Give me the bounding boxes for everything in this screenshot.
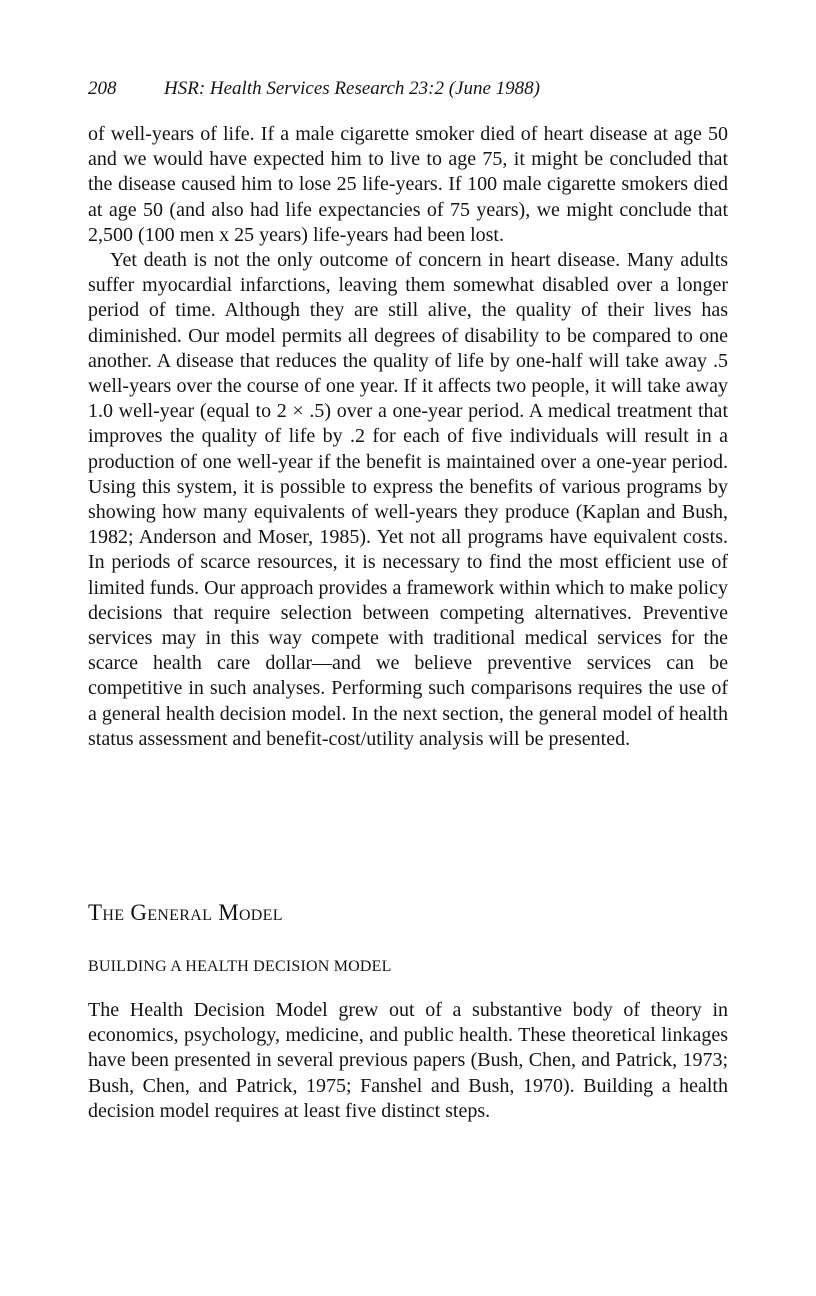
section-heading: The General Model: [88, 900, 283, 925]
running-title: HSR: Health Services Research 23:2 (June 1988): [164, 78, 541, 99]
subsection-heading: BUILDING A HEALTH DECISION MODEL: [88, 958, 392, 975]
body-text-block: [88, 122, 728, 752]
paragraph-death-outcome: Yet death is not the only outcome of concern in heart disease. Many adults suffer myocardial infarctions, leaving them somewhat disabled over a longer period of time. Although they are still alive, the quality of their lives has diminished. Our model permits all degrees of disability to be compared to one another. A disease that reduces the quality of life by one-half will take away .5 well-years over the course of one year. If it affects two people, it will take away 1.0 well-year (equal to 2 × .5) over a one-year period. A medical treatment that improves the quality of life by .2 for each of five individuals will result in a production of one well-year if the benefit is maintained over a one-year period. Using this system, it is possible to express the benefits of various programs by showing how many equivalents of well-years they produce (Kaplan and Bush, 1982; Anderson and Moser, 1985). Yet not all programs have equivalent costs. In periods of scarce resources, it is necessary to find the most efficient use of limited funds. Our approach provides a framework within which to make policy decisions that require selection between competing alternatives. Preventive services may in this way compete with traditional medical services for the scarce health care dollar—and we believe preventive services can be competitive in such analyses. Performing such comparisons requires the use of a general health decision model. In the next section, the general model of health status assessment and benefit-cost/utility analysis will be presented.: [88, 249, 728, 750]
paragraph-health-decision-model: The Health Decision Model grew out of a substantive body of theory in economics, psychology, medicine, and public health. These theoretical linkages have been presented in several previous papers (Bush, Chen, and Patrick, 1973; Bush, Chen, and Patrick, 1975; Fanshel and Bush, 1970). Building a health decision model requires at least five distinct steps.: [88, 999, 728, 1122]
running-head: [88, 78, 540, 100]
body-text-block-2: [88, 998, 728, 1124]
paragraph-continuation: of well-years of life. If a male cigarette smoker died of heart disease at age 50 and we would have expected him to live to age 75, it might be concluded that the disease caused him to lose 25 life-years. If 100 male cigarette smokers died at age 50 (and also had life expectancies of 75 years), we might conclude that 2,500 (100 men x 25 years) life-years had been lost.: [88, 123, 728, 246]
page-number: 208: [88, 78, 117, 99]
